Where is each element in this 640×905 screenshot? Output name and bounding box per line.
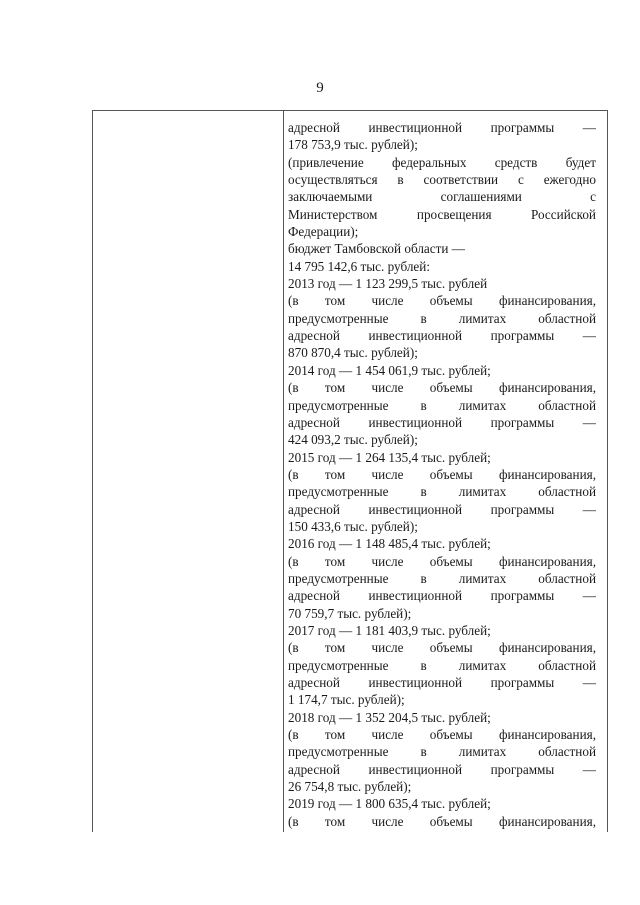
text-line: 2013 год — 1 123 299,5 тыс. рублей (288, 276, 488, 292)
column-divider (283, 111, 284, 832)
funding-table (92, 110, 608, 832)
text-line: 2016 год — 1 148 485,4 тыс. рублей; (288, 536, 491, 552)
text-line: предусмотренные в лимитах областной (288, 484, 596, 500)
text-line: адресной инвестиционной программы — (288, 414, 596, 430)
page-number: 9 (316, 80, 324, 96)
text-line: предусмотренные в лимитах областной (288, 310, 596, 326)
text-line: 14 795 142,6 тыс. рублей: (288, 258, 430, 274)
text-line: предусмотренные в лимитах областной (288, 744, 596, 760)
text-line: 178 753,9 тыс. рублей); (288, 137, 418, 153)
text-line: (привлечение федеральных средств будет (288, 154, 596, 170)
text-line: осуществляться в соответствии с ежегодно (288, 172, 596, 188)
text-line: 26 754,8 тыс. рублей); (288, 779, 412, 795)
text-line: предусмотренные в лимитах областной (288, 657, 596, 673)
text-line: адресной инвестиционной программы — (288, 120, 596, 135)
text-line: заключаемыми соглашениями с (288, 189, 596, 205)
text-line: (в том числе объемы финансирования, (288, 293, 596, 309)
text-line: адресной инвестиционной программы — (288, 328, 596, 344)
text-line: (в том числе объемы финансирования, (288, 727, 596, 743)
text-line: предусмотренные в лимитах областной (288, 570, 596, 586)
text-line: (в том числе объемы финансирования, (288, 640, 596, 656)
text-line: (в том числе объемы финансирования, (288, 466, 596, 482)
text-line: адресной инвестиционной программы — (288, 675, 596, 690)
text-line: адресной инвестиционной программы — (288, 588, 596, 604)
text-line: 2019 год — 1 800 635,4 тыс. рублей; (288, 796, 491, 812)
text-line: 870 870,4 тыс. рублей); (288, 345, 418, 361)
text-line: бюджет Тамбовской области — (288, 241, 465, 257)
text-line: 2015 год — 1 264 135,4 тыс. рублей; (288, 449, 491, 465)
text-line: (в том числе объемы финансирования, (288, 553, 596, 569)
text-line: 1 174,7 тыс. рублей); (288, 692, 405, 708)
text-line: адресной инвестиционной программы — (288, 761, 596, 777)
text-line: 150 433,6 тыс. рублей); (288, 518, 418, 534)
text-line: 424 093,2 тыс. рублей); (288, 432, 418, 448)
text-line: (в том числе объемы финансирования, (288, 380, 596, 396)
text-line: Федерации); (288, 224, 359, 240)
text-line: предусмотренные в лимитах областной (288, 397, 596, 413)
text-line: Министерством просвещения Российской (288, 206, 596, 222)
text-line: 2017 год — 1 181 403,9 тыс. рублей; (288, 622, 491, 638)
text-line: 2014 год — 1 454 061,9 тыс. рублей; (288, 362, 491, 378)
text-line: адресной инвестиционной программы — (288, 501, 596, 517)
text-line: 70 759,7 тыс. рублей); (288, 605, 412, 621)
text-line: 2018 год — 1 352 204,5 тыс. рублей; (288, 709, 491, 725)
table-right-cell (288, 119, 596, 830)
text-line: (в том числе объемы финансирования, (288, 813, 596, 829)
